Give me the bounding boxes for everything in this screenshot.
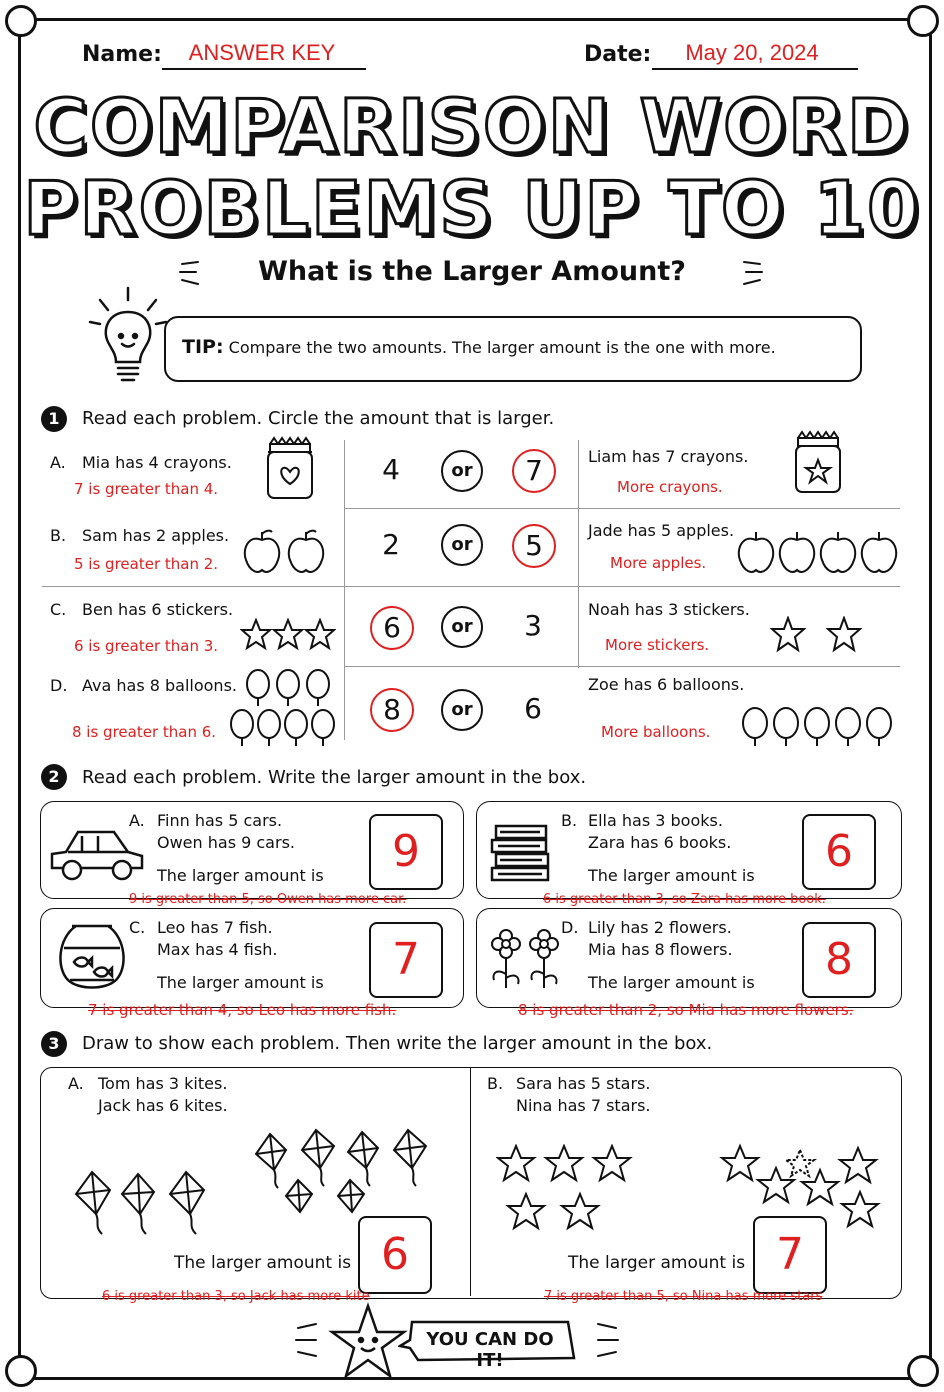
- crayon-box-icon: [264, 436, 316, 502]
- or-label: or: [441, 689, 483, 731]
- problem-right-text: Noah has 3 stickers.: [588, 600, 750, 619]
- problem-left-text: Mia has 4 crayons.: [82, 453, 232, 472]
- section-heading: Draw to show each problem. Then write the larger amount in the box.: [82, 1033, 713, 1054]
- amount-a-circled[interactable]: 8: [370, 688, 414, 732]
- problem-right-text: Jade has 5 apples.: [588, 521, 735, 540]
- corner-circle: [907, 5, 939, 37]
- crayon-box-icon: [792, 430, 844, 496]
- fishbowl-icon: [54, 918, 130, 992]
- corner-circle: [5, 5, 37, 37]
- problem-letter: A.: [129, 811, 145, 830]
- amount-a[interactable]: 4: [382, 453, 400, 486]
- name-underline: [162, 68, 366, 70]
- problem-letter: C.: [50, 600, 67, 619]
- answer-note: More apples.: [610, 554, 707, 572]
- sparkle-icon: [178, 258, 204, 288]
- prompt-text: The larger amount is: [157, 866, 324, 885]
- problem-line: Zara has 6 books.: [588, 833, 732, 852]
- problem-line: Tom has 3 kites.: [98, 1074, 228, 1093]
- problem-line: Lily has 2 flowers.: [588, 918, 732, 937]
- problem-letter: B.: [561, 811, 578, 830]
- balloon-icon: [228, 708, 340, 748]
- answer-note: 6 is greater than 3.: [74, 637, 219, 655]
- answer-note: 7 is greater than 4, so Leo has more fish.: [88, 1001, 397, 1019]
- problem-right-text: Liam has 7 crayons.: [588, 447, 749, 466]
- section-number: 2: [41, 764, 67, 790]
- balloon-icon: [244, 668, 332, 708]
- problem-line: Leo has 7 fish.: [157, 918, 273, 937]
- answer-box[interactable]: 7: [753, 1216, 827, 1294]
- problem-left-text: Sam has 2 apples.: [82, 526, 230, 545]
- date-label: Date:: [584, 42, 652, 67]
- problem-right-text: Zoe has 6 balloons.: [588, 675, 745, 694]
- problem-line: Max has 4 fish.: [157, 940, 278, 959]
- star-icon: [496, 1144, 636, 1234]
- sparkle-icon: [294, 1320, 324, 1360]
- answer-note: 7 is greater than 5, so Nina has more stars: [544, 1289, 823, 1304]
- tip-label: TIP:: [182, 336, 224, 358]
- problem-letter: A.: [68, 1074, 84, 1093]
- date-underline: [652, 68, 858, 70]
- prompt-text: The larger amount is: [588, 866, 755, 885]
- problem-letter: D.: [50, 676, 68, 695]
- prompt-text: The larger amount is: [157, 973, 324, 992]
- section-number: 3: [41, 1031, 67, 1057]
- amount-a[interactable]: 2: [382, 528, 400, 561]
- section-heading: Read each problem. Write the larger amount in the box.: [82, 767, 587, 788]
- problem-left-text: Ben has 6 stickers.: [82, 600, 234, 619]
- answer-box[interactable]: 7: [369, 922, 443, 998]
- prompt-text: The larger amount is: [588, 973, 755, 992]
- problem-left-text: Ava has 8 balloons.: [82, 676, 237, 695]
- page-title-line2: PROBLEMS UP TO 10: [23, 166, 921, 252]
- section-heading: Read each problem. Circle the amount that is larger.: [82, 408, 555, 429]
- amount-b[interactable]: 6: [524, 692, 542, 725]
- answer-box[interactable]: 9: [369, 814, 443, 890]
- corner-circle: [907, 1355, 939, 1387]
- problem-line: Jack has 6 kites.: [98, 1096, 228, 1115]
- name-label: Name:: [82, 42, 162, 67]
- answer-note: 6 is greater than 3, so Zara has more book.: [543, 892, 826, 907]
- problem-letter: A.: [50, 453, 66, 472]
- or-label: or: [441, 450, 483, 492]
- sparkle-icon: [738, 258, 764, 288]
- car-icon: [48, 824, 146, 886]
- name-value[interactable]: ANSWER KEY: [188, 40, 336, 65]
- problem-letter: B.: [50, 526, 67, 545]
- date-value[interactable]: May 20, 2024: [685, 40, 819, 65]
- grid-divider: [344, 508, 900, 509]
- grid-divider: [344, 440, 345, 740]
- balloon-icon: [740, 706, 896, 748]
- answer-box[interactable]: 8: [802, 922, 876, 998]
- or-label: or: [441, 524, 483, 566]
- corner-circle: [5, 1355, 37, 1387]
- answer-note: 8 is greater than 2, so Mia has more flowers.: [518, 1001, 854, 1019]
- books-icon: [490, 822, 554, 886]
- answer-note: 5 is greater than 2.: [74, 555, 219, 573]
- flower-icon: [486, 928, 566, 990]
- amount-b-circled[interactable]: 7: [512, 449, 556, 493]
- problem-letter: D.: [561, 918, 579, 937]
- problem-letter: C.: [129, 918, 146, 937]
- tip-body: Compare the two amounts. The larger amount is the one with more.: [228, 338, 776, 357]
- apple-icon: [240, 528, 330, 576]
- smiling-star-icon: [328, 1302, 408, 1386]
- answer-note: 8 is greater than 6.: [72, 723, 217, 741]
- amount-a-circled[interactable]: 6: [370, 606, 414, 650]
- answer-note: 9 is greater than 5, so Owen has more car.: [129, 892, 407, 907]
- kite-icon: [70, 1168, 216, 1240]
- tip-text: [182, 336, 776, 358]
- grid-divider: [578, 440, 579, 668]
- amount-b-circled[interactable]: 5: [512, 524, 556, 568]
- lightbulb-icon: [88, 286, 168, 390]
- kite-icon: [250, 1126, 440, 1226]
- problem-line: Finn has 5 cars.: [157, 811, 283, 830]
- apple-icon: [736, 528, 900, 576]
- answer-box[interactable]: 6: [802, 814, 876, 890]
- page-title-line1: COMPARISON WORD: [33, 84, 911, 170]
- sparkle-icon: [590, 1320, 620, 1360]
- problem-line: Mia has 8 flowers.: [588, 940, 733, 959]
- problem-line: Ella has 3 books.: [588, 811, 723, 830]
- star-sticker-icon: [770, 616, 864, 654]
- star-sticker-icon: [240, 618, 336, 652]
- section-number: 1: [41, 406, 67, 432]
- answer-note: More crayons.: [617, 478, 723, 496]
- prompt-text: The larger amount is: [174, 1253, 352, 1273]
- encouragement-text: YOU CAN DO IT!: [426, 1329, 554, 1371]
- problem-line: Owen has 9 cars.: [157, 833, 295, 852]
- answer-note: 7 is greater than 4.: [74, 480, 219, 498]
- answer-box[interactable]: 6: [358, 1216, 432, 1294]
- problem-line: Nina has 7 stars.: [516, 1096, 651, 1115]
- problem-line: Sara has 5 stars.: [516, 1074, 651, 1093]
- page-subtitle: What is the Larger Amount?: [258, 256, 686, 287]
- panel-divider: [470, 1068, 471, 1296]
- problem-letter: B.: [487, 1074, 504, 1093]
- or-label: or: [441, 606, 483, 648]
- grid-divider: [42, 586, 900, 587]
- answer-note: More balloons.: [601, 723, 711, 741]
- answer-note: 6 is greater than 3, so Jack has more kite: [102, 1289, 370, 1304]
- amount-b[interactable]: 3: [524, 609, 542, 642]
- grid-divider: [344, 666, 900, 667]
- answer-note: More stickers.: [605, 636, 710, 654]
- prompt-text: The larger amount is: [568, 1253, 746, 1273]
